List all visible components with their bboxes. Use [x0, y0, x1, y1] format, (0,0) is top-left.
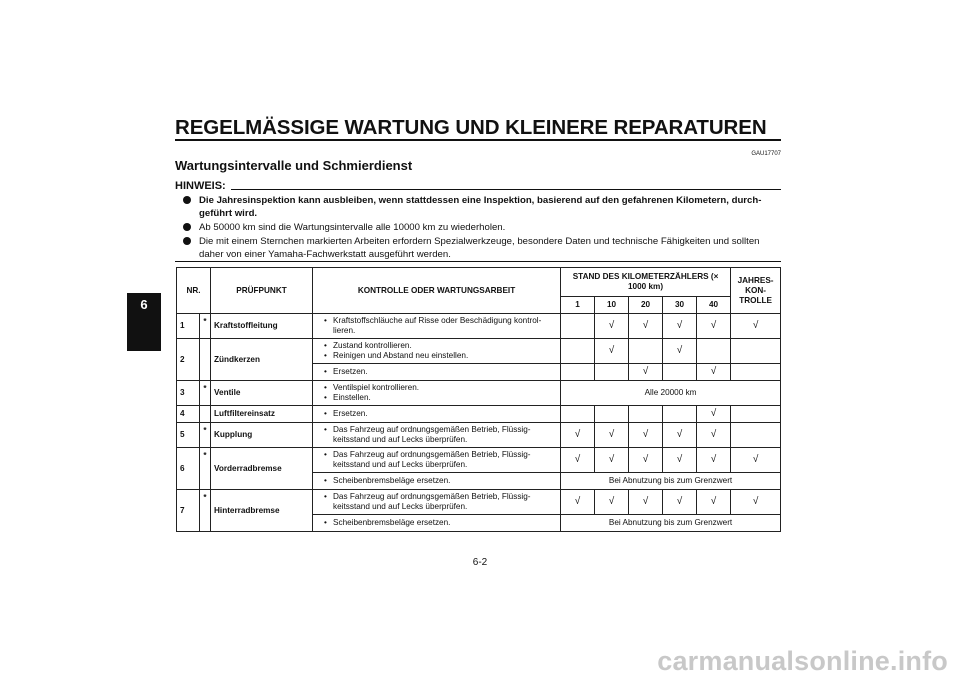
empty-cell: [731, 364, 781, 381]
page-title: REGELMÄSSIGE WARTUNG UND KLEINERE REPARATUREN: [175, 116, 767, 139]
task-cell: [313, 406, 561, 423]
header-nr: NR.: [177, 268, 211, 314]
doc-code: GAU17707: [751, 151, 781, 157]
check-mark: √: [663, 314, 697, 339]
table-row: [177, 406, 781, 423]
note-item: Ab 50000 km sind die Wartungsintervalle alle 10000 km zu wiederholen.: [181, 221, 781, 234]
row-number: 6: [177, 448, 200, 490]
interval-note: Bei Abnutzung bis zum Grenzwert: [561, 473, 781, 490]
check-mark: √: [629, 314, 663, 339]
bullet-dot-icon: [183, 237, 191, 245]
special-tools-star: *: [200, 490, 211, 532]
task-cell: [313, 423, 561, 448]
header-km: 20: [629, 297, 663, 314]
check-mark: √: [595, 448, 629, 473]
header-km: 30: [663, 297, 697, 314]
task-cell: [313, 473, 561, 490]
table-header: [177, 268, 781, 314]
task-cell: [313, 314, 561, 339]
special-tools-star: *: [200, 423, 211, 448]
empty-cell: [595, 364, 629, 381]
header-odometer: STAND DES KILOMETERZÄHLERS (× 1000 km): [561, 268, 731, 297]
task-cell: [313, 339, 561, 364]
table-row: [177, 339, 781, 364]
task-cell: [313, 364, 561, 381]
empty-cell: [663, 406, 697, 423]
notes-list: [181, 194, 781, 262]
table-row: [177, 448, 781, 473]
task-line: • Kraftstoffschläuche auf Risse oder Beschädigung kontrol-lieren.: [324, 316, 557, 336]
empty-cell: [663, 364, 697, 381]
check-mark: √: [663, 339, 697, 364]
header-point: PRÜFPUNKT: [211, 268, 313, 314]
check-mark: √: [731, 314, 781, 339]
check-point: Vorderradbremse: [211, 448, 313, 490]
bullet-dot-icon: [183, 223, 191, 231]
check-point: Zündkerzen: [211, 339, 313, 381]
check-mark: √: [663, 448, 697, 473]
task-line: • Ersetzen.: [324, 409, 557, 419]
check-mark: √: [561, 448, 595, 473]
check-mark: √: [595, 339, 629, 364]
task-line: • Zustand kontrollieren.: [324, 341, 557, 351]
header-km: 10: [595, 297, 629, 314]
empty-cell: [731, 406, 781, 423]
title-rule: [175, 139, 781, 141]
special-tools-star: [200, 406, 211, 423]
check-mark: √: [697, 448, 731, 473]
header-annual: JAHRES-KON-TROLLE: [731, 268, 781, 314]
empty-cell: [595, 406, 629, 423]
watermark: carmanualsonline.info: [657, 646, 948, 676]
task-line: • Das Fahrzeug auf ordnungsgemäßen Betrieb, Flüssig-keitsstand und auf Lecks überprüfen.: [324, 425, 557, 445]
empty-cell: [629, 406, 663, 423]
section-subtitle: Wartungsintervalle und Schmierdienst: [175, 158, 413, 173]
task-line: • Scheibenbremsbeläge ersetzen.: [324, 476, 557, 486]
note-item: Die mit einem Sternchen markierten Arbeiten erfordern Spezialwerkzeuge, besondere Daten und technische Fähigkeiten und sollten daher von einer Yamaha-Fachwerkstatt ausgeführt werden.: [181, 235, 781, 261]
check-mark: √: [697, 406, 731, 423]
row-number: 2: [177, 339, 200, 381]
check-mark: √: [697, 364, 731, 381]
task-line: • Das Fahrzeug auf ordnungsgemäßen Betrieb, Flüssig-keitsstand und auf Lecks überprüfen.: [324, 492, 557, 512]
table-row: [177, 490, 781, 515]
check-mark: √: [629, 490, 663, 515]
check-point: Kupplung: [211, 423, 313, 448]
empty-cell: [731, 339, 781, 364]
task-cell: [313, 448, 561, 473]
check-mark: √: [663, 490, 697, 515]
check-mark: √: [629, 448, 663, 473]
row-number: 3: [177, 381, 200, 406]
task-line: • Reinigen und Abstand neu einstellen.: [324, 351, 557, 361]
task-line: • Einstellen.: [324, 393, 557, 403]
empty-cell: [561, 314, 595, 339]
task-line: • Scheibenbremsbeläge ersetzen.: [324, 518, 557, 528]
table-row: [177, 423, 781, 448]
task-cell: [313, 515, 561, 532]
notes-end-rule: [175, 261, 781, 262]
header-row: [177, 268, 781, 297]
check-mark: √: [663, 423, 697, 448]
empty-cell: [697, 339, 731, 364]
interval-note: Bei Abnutzung bis zum Grenzwert: [561, 515, 781, 532]
special-tools-star: [200, 339, 211, 381]
check-mark: √: [697, 314, 731, 339]
task-cell: [313, 490, 561, 515]
table-row: [177, 381, 781, 406]
special-tools-star: *: [200, 381, 211, 406]
chapter-tab-number: 6: [140, 297, 148, 312]
empty-cell: [731, 423, 781, 448]
table-body: [177, 314, 781, 532]
check-mark: √: [595, 490, 629, 515]
check-mark: √: [561, 423, 595, 448]
table-row: [177, 314, 781, 339]
check-mark: √: [697, 423, 731, 448]
interval-note: Alle 20000 km: [561, 381, 781, 406]
check-point: Luftfiltereinsatz: [211, 406, 313, 423]
header-task: KONTROLLE ODER WARTUNGSARBEIT: [313, 268, 561, 314]
check-mark: √: [731, 448, 781, 473]
check-mark: √: [697, 490, 731, 515]
header-km: 40: [697, 297, 731, 314]
task-line: • Ersetzen.: [324, 367, 557, 377]
check-mark: √: [629, 423, 663, 448]
check-mark: √: [629, 364, 663, 381]
notes-label: HINWEIS:: [175, 180, 226, 192]
header-km: 1: [561, 297, 595, 314]
check-mark: √: [595, 314, 629, 339]
empty-cell: [561, 364, 595, 381]
page-number: 6-2: [472, 557, 488, 568]
empty-cell: [629, 339, 663, 364]
row-number: 7: [177, 490, 200, 532]
bullet-dot-icon: [183, 196, 191, 204]
row-number: 1: [177, 314, 200, 339]
maintenance-table: [176, 267, 781, 532]
special-tools-star: *: [200, 448, 211, 490]
check-mark: √: [595, 423, 629, 448]
note-item: Die Jahresinspektion kann ausbleiben, wenn stattdessen eine Inspektion, basierend auf den gefahrenen Kilometern, durch-geführt wird.: [181, 194, 781, 220]
check-mark: √: [731, 490, 781, 515]
check-mark: √: [561, 490, 595, 515]
empty-cell: [561, 339, 595, 364]
check-point: Hinterradbremse: [211, 490, 313, 532]
task-cell: [313, 381, 561, 406]
special-tools-star: *: [200, 314, 211, 339]
task-line: • Das Fahrzeug auf ordnungsgemäßen Betrieb, Flüssig-keitsstand und auf Lecks überprüfen.: [324, 450, 557, 470]
task-line: • Ventilspiel kontrollieren.: [324, 383, 557, 393]
empty-cell: [561, 406, 595, 423]
notes-label-rule: [231, 189, 781, 190]
row-number: 4: [177, 406, 200, 423]
row-number: 5: [177, 423, 200, 448]
check-point: Kraftstoffleitung: [211, 314, 313, 339]
check-point: Ventile: [211, 381, 313, 406]
